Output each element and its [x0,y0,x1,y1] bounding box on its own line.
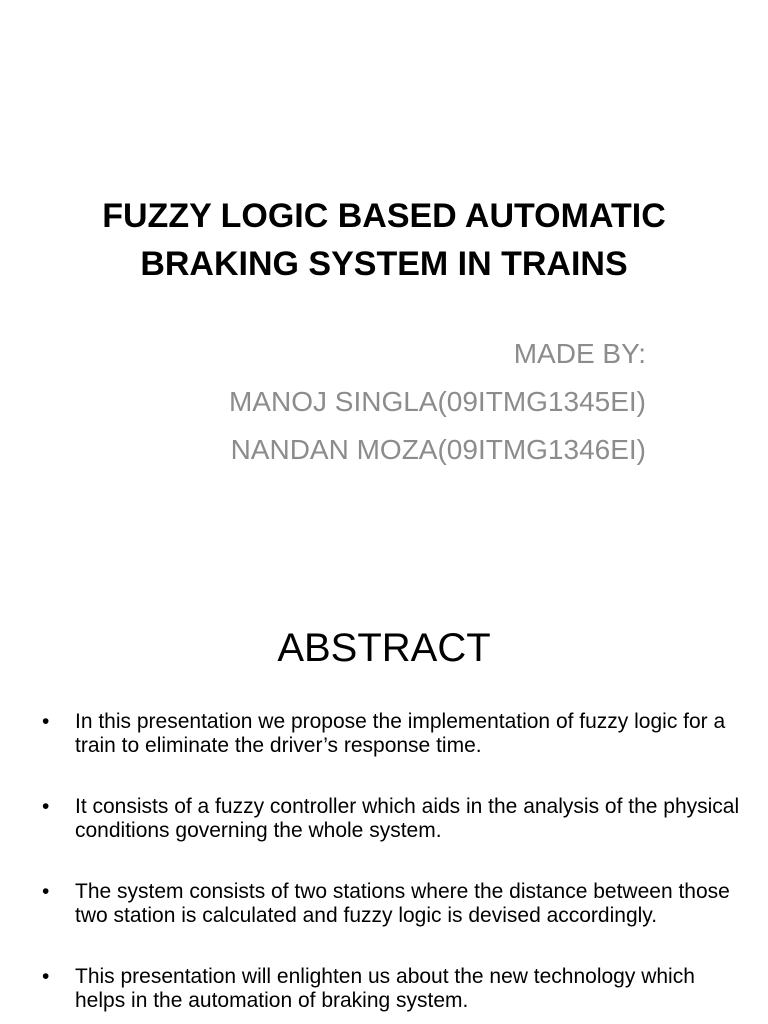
abstract-heading: ABSTRACT [277,626,491,670]
abstract-bullet-list [40,710,740,1024]
bullet-item-4 [40,965,740,1013]
bullet-dot-icon: • [42,880,50,903]
bullet-item-1 [40,710,740,758]
title-line-2: BRAKING SYSTEM IN TRAINS [140,245,628,283]
bullet-item-3 [40,880,740,928]
title-line-1: FUZZY LOGIC BASED AUTOMATIC [102,197,666,235]
author-2: NANDAN MOZA(09ITMG1346EI) [230,434,646,465]
author-1: MANOJ SINGLA(09ITMG1345EI) [228,386,646,417]
bullet-dot-icon: • [42,710,50,733]
bullet-dot-icon: • [42,795,50,818]
abstract-slide [0,576,768,1024]
bullet-dot-icon: • [42,965,50,988]
bullet-text-4: This presentation will enlighten us about the new technology which helps in the automation of braking system. [75,965,695,1012]
authors-block [229,330,646,474]
made-by-label: MADE BY: [513,338,646,369]
bullet-text-3: The system consists of two stations where the distance between those two station is calculated and fuzzy logic is devised accordingly. [75,880,730,927]
bullet-text-2: It consists of a fuzzy controller which aids in the analysis of the physical conditions governing the whole system. [75,795,740,842]
presentation-title [40,192,728,288]
bullet-text-1: In this presentation we propose the implementation of fuzzy logic for a train to eliminate the driver’s response time. [75,710,726,757]
bullet-item-2 [40,795,740,843]
